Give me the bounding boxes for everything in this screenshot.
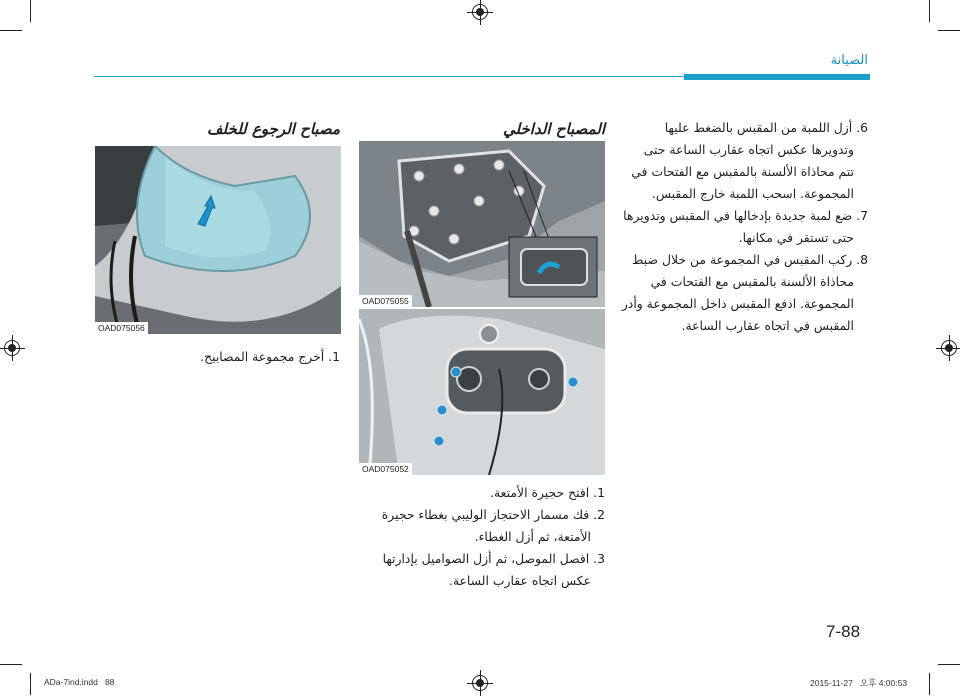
figure-label: OAD075056 [95,322,148,334]
step-3: 3. افصل الموصل، ثم أزل الصواميل بإدارتها عكس اتجاه عقارب الساعة. [382,551,605,588]
lamp-socket-illustration [359,309,605,475]
registration-mark-icon [941,340,957,356]
crop-mark [938,664,960,665]
crop-mark [938,30,960,31]
step-1: 1. أخرج مجموعة المصابيح. [200,349,340,364]
crop-mark [30,0,31,22]
step-7: 7. ضع لمبة جديدة بإدخالها في المقبس وتدويرها حتى تستقر في مكانها. [623,208,868,245]
lamp-assembly-figure [95,146,341,334]
crop-mark [30,673,31,695]
crop-mark [929,673,930,695]
step-2: 2. فك مسمار الاحتجاز الوليبي بغطاء حجيرة الأمتعة، ثم أزل الغطاء. [381,507,605,544]
trunk-lid-illustration [359,141,605,307]
header-accent-bar [684,74,870,80]
step-6: 6. أزل اللمبة من المقبس بالضغط عليها وتدويرها عكس اتجاه عقارب الساعة حتى تتم محاذاة الألسنة بالمقبس مع الفتحات في المجموعة. اسحب اللمبة خارج المقبس. [631,120,868,201]
lamp-assembly-illustration [95,146,341,334]
crop-mark [929,0,930,22]
right-column-steps [618,117,868,337]
footer-timestamp: 2015-11-27 오후 4:00:53 [810,678,908,688]
interior-lamp-title: المصباح الداخلي [503,120,605,138]
step-1: 1. افتح حجيرة الأمتعة. [490,485,605,500]
figure-label: OAD075052 [359,463,412,475]
trunk-lid-figure [359,141,605,307]
section-header: الصيانة [830,53,868,68]
page-number: 7-88 [826,622,861,641]
registration-mark-icon [472,4,488,20]
registration-mark-icon [472,675,488,691]
lamp-socket-figure [359,309,605,475]
backup-lamp-title: مصباح الرجوع للخلف [207,120,340,138]
footer-file: ADa-7ind.indd 88 [44,677,115,687]
step-8: 8. ركب المقبس في المجموعة من خلال ضبط محاذاة الألسنة بالمقبس مع الفتحات في المجموعة. ادفع المقبس داخل المجموعة وأدر المقبس في اتجاه عقارب الساعة. [621,252,868,333]
crop-mark [0,664,22,665]
figure-label: OAD075055 [359,295,412,307]
left-column-steps [94,346,340,368]
registration-mark-icon [4,340,20,356]
crop-mark [0,30,22,31]
middle-column-steps [355,482,605,592]
